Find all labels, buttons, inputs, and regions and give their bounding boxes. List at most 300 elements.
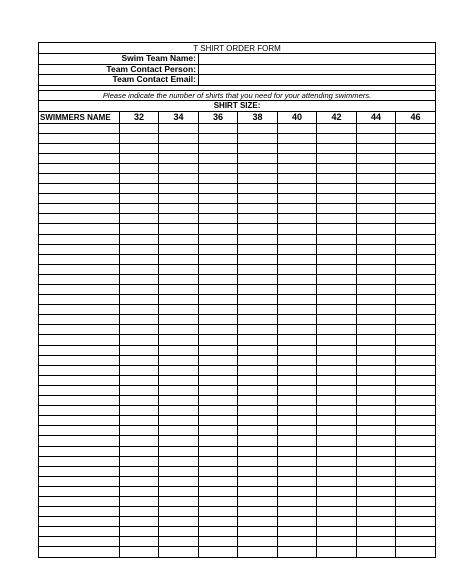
size-quantity-cell[interactable]: [238, 486, 278, 496]
size-quantity-cell[interactable]: [396, 194, 436, 204]
size-quantity-cell[interactable]: [396, 234, 436, 244]
swimmer-name-cell[interactable]: [39, 163, 120, 173]
size-quantity-cell[interactable]: [199, 375, 238, 385]
size-quantity-cell[interactable]: [278, 173, 317, 183]
size-quantity-cell[interactable]: [199, 184, 238, 194]
size-quantity-cell[interactable]: [396, 244, 436, 254]
size-quantity-cell[interactable]: [238, 335, 278, 345]
size-quantity-cell[interactable]: [317, 396, 357, 406]
swimmer-name-cell[interactable]: [39, 496, 120, 506]
size-quantity-cell[interactable]: [396, 416, 436, 426]
team-contact-email-field[interactable]: [199, 75, 436, 86]
size-quantity-cell[interactable]: [199, 466, 238, 476]
size-quantity-cell[interactable]: [357, 315, 396, 325]
size-quantity-cell[interactable]: [396, 496, 436, 506]
size-quantity-cell[interactable]: [317, 547, 357, 557]
size-quantity-cell[interactable]: [278, 436, 317, 446]
size-quantity-cell[interactable]: [396, 396, 436, 406]
size-quantity-cell[interactable]: [278, 416, 317, 426]
size-quantity-cell[interactable]: [317, 436, 357, 446]
swimmer-name-cell[interactable]: [39, 426, 120, 436]
size-quantity-cell[interactable]: [199, 406, 238, 416]
size-quantity-cell[interactable]: [120, 476, 159, 486]
swimmer-name-cell[interactable]: [39, 123, 120, 133]
swimmer-name-cell[interactable]: [39, 204, 120, 214]
size-quantity-cell[interactable]: [159, 517, 199, 527]
size-quantity-cell[interactable]: [357, 295, 396, 305]
size-quantity-cell[interactable]: [396, 375, 436, 385]
size-quantity-cell[interactable]: [199, 173, 238, 183]
size-quantity-cell[interactable]: [159, 406, 199, 416]
size-quantity-cell[interactable]: [396, 173, 436, 183]
swim-team-name-field[interactable]: [199, 54, 436, 65]
size-quantity-cell[interactable]: [199, 295, 238, 305]
size-quantity-cell[interactable]: [159, 527, 199, 537]
size-quantity-cell[interactable]: [159, 143, 199, 153]
size-quantity-cell[interactable]: [317, 527, 357, 537]
size-quantity-cell[interactable]: [278, 537, 317, 547]
size-quantity-cell[interactable]: [278, 517, 317, 527]
size-quantity-cell[interactable]: [278, 466, 317, 476]
size-quantity-cell[interactable]: [120, 285, 159, 295]
swimmer-name-cell[interactable]: [39, 375, 120, 385]
size-quantity-cell[interactable]: [396, 355, 436, 365]
size-quantity-cell[interactable]: [396, 285, 436, 295]
size-quantity-cell[interactable]: [317, 254, 357, 264]
size-quantity-cell[interactable]: [357, 173, 396, 183]
size-quantity-cell[interactable]: [120, 123, 159, 133]
size-quantity-cell[interactable]: [357, 264, 396, 274]
size-quantity-cell[interactable]: [317, 496, 357, 506]
size-quantity-cell[interactable]: [317, 194, 357, 204]
size-quantity-cell[interactable]: [159, 254, 199, 264]
size-quantity-cell[interactable]: [238, 224, 278, 234]
size-quantity-cell[interactable]: [199, 385, 238, 395]
size-quantity-cell[interactable]: [199, 507, 238, 517]
swimmer-name-cell[interactable]: [39, 335, 120, 345]
size-quantity-cell[interactable]: [238, 295, 278, 305]
size-quantity-cell[interactable]: [238, 244, 278, 254]
size-quantity-cell[interactable]: [159, 224, 199, 234]
size-quantity-cell[interactable]: [199, 355, 238, 365]
size-quantity-cell[interactable]: [199, 214, 238, 224]
size-quantity-cell[interactable]: [317, 305, 357, 315]
size-quantity-cell[interactable]: [199, 345, 238, 355]
size-quantity-cell[interactable]: [120, 496, 159, 506]
swimmer-name-cell[interactable]: [39, 143, 120, 153]
size-quantity-cell[interactable]: [238, 385, 278, 395]
size-quantity-cell[interactable]: [120, 416, 159, 426]
size-quantity-cell[interactable]: [357, 476, 396, 486]
size-quantity-cell[interactable]: [159, 204, 199, 214]
size-quantity-cell[interactable]: [396, 305, 436, 315]
size-quantity-cell[interactable]: [278, 163, 317, 173]
size-quantity-cell[interactable]: [317, 244, 357, 254]
size-quantity-cell[interactable]: [278, 527, 317, 537]
size-quantity-cell[interactable]: [278, 547, 317, 557]
size-quantity-cell[interactable]: [278, 184, 317, 194]
size-quantity-cell[interactable]: [199, 517, 238, 527]
size-quantity-cell[interactable]: [357, 274, 396, 284]
size-quantity-cell[interactable]: [396, 143, 436, 153]
size-quantity-cell[interactable]: [357, 517, 396, 527]
size-quantity-cell[interactable]: [120, 456, 159, 466]
size-quantity-cell[interactable]: [357, 153, 396, 163]
size-quantity-cell[interactable]: [317, 234, 357, 244]
size-quantity-cell[interactable]: [317, 456, 357, 466]
size-quantity-cell[interactable]: [120, 547, 159, 557]
size-quantity-cell[interactable]: [120, 163, 159, 173]
size-quantity-cell[interactable]: [357, 133, 396, 143]
size-quantity-cell[interactable]: [317, 143, 357, 153]
swimmer-name-cell[interactable]: [39, 517, 120, 527]
size-quantity-cell[interactable]: [120, 254, 159, 264]
size-quantity-cell[interactable]: [317, 537, 357, 547]
size-quantity-cell[interactable]: [278, 486, 317, 496]
size-quantity-cell[interactable]: [159, 123, 199, 133]
swimmer-name-cell[interactable]: [39, 507, 120, 517]
size-quantity-cell[interactable]: [278, 315, 317, 325]
size-quantity-cell[interactable]: [396, 406, 436, 416]
size-quantity-cell[interactable]: [120, 264, 159, 274]
size-quantity-cell[interactable]: [396, 426, 436, 436]
size-quantity-cell[interactable]: [278, 355, 317, 365]
size-quantity-cell[interactable]: [120, 527, 159, 537]
size-quantity-cell[interactable]: [317, 507, 357, 517]
size-quantity-cell[interactable]: [159, 456, 199, 466]
size-quantity-cell[interactable]: [317, 315, 357, 325]
size-quantity-cell[interactable]: [396, 486, 436, 496]
size-quantity-cell[interactable]: [199, 476, 238, 486]
size-quantity-cell[interactable]: [120, 325, 159, 335]
size-quantity-cell[interactable]: [120, 426, 159, 436]
size-quantity-cell[interactable]: [396, 123, 436, 133]
size-quantity-cell[interactable]: [278, 396, 317, 406]
size-quantity-cell[interactable]: [159, 496, 199, 506]
size-quantity-cell[interactable]: [238, 305, 278, 315]
size-quantity-cell[interactable]: [238, 507, 278, 517]
size-quantity-cell[interactable]: [159, 315, 199, 325]
size-quantity-cell[interactable]: [317, 375, 357, 385]
size-quantity-cell[interactable]: [238, 476, 278, 486]
size-quantity-cell[interactable]: [357, 214, 396, 224]
swimmer-name-cell[interactable]: [39, 285, 120, 295]
size-quantity-cell[interactable]: [396, 365, 436, 375]
size-quantity-cell[interactable]: [357, 436, 396, 446]
size-quantity-cell[interactable]: [278, 507, 317, 517]
size-quantity-cell[interactable]: [357, 456, 396, 466]
size-quantity-cell[interactable]: [278, 456, 317, 466]
size-quantity-cell[interactable]: [396, 335, 436, 345]
size-quantity-cell[interactable]: [120, 365, 159, 375]
size-quantity-cell[interactable]: [159, 133, 199, 143]
size-quantity-cell[interactable]: [317, 133, 357, 143]
size-quantity-cell[interactable]: [357, 537, 396, 547]
size-quantity-cell[interactable]: [159, 153, 199, 163]
size-quantity-cell[interactable]: [120, 375, 159, 385]
size-quantity-cell[interactable]: [357, 527, 396, 537]
size-quantity-cell[interactable]: [357, 123, 396, 133]
size-quantity-cell[interactable]: [278, 153, 317, 163]
size-quantity-cell[interactable]: [120, 224, 159, 234]
size-quantity-cell[interactable]: [357, 234, 396, 244]
size-quantity-cell[interactable]: [278, 224, 317, 234]
size-quantity-cell[interactable]: [278, 133, 317, 143]
size-quantity-cell[interactable]: [238, 274, 278, 284]
size-quantity-cell[interactable]: [278, 254, 317, 264]
size-quantity-cell[interactable]: [317, 466, 357, 476]
size-quantity-cell[interactable]: [199, 194, 238, 204]
size-quantity-cell[interactable]: [199, 305, 238, 315]
size-quantity-cell[interactable]: [120, 143, 159, 153]
size-quantity-cell[interactable]: [120, 486, 159, 496]
size-quantity-cell[interactable]: [199, 365, 238, 375]
size-quantity-cell[interactable]: [159, 285, 199, 295]
size-quantity-cell[interactable]: [357, 305, 396, 315]
size-quantity-cell[interactable]: [278, 345, 317, 355]
size-quantity-cell[interactable]: [317, 355, 357, 365]
size-quantity-cell[interactable]: [396, 476, 436, 486]
size-quantity-cell[interactable]: [317, 274, 357, 284]
size-quantity-cell[interactable]: [238, 204, 278, 214]
size-quantity-cell[interactable]: [120, 446, 159, 456]
size-quantity-cell[interactable]: [357, 224, 396, 234]
size-quantity-cell[interactable]: [278, 476, 317, 486]
size-quantity-cell[interactable]: [159, 486, 199, 496]
size-quantity-cell[interactable]: [278, 446, 317, 456]
size-quantity-cell[interactable]: [396, 315, 436, 325]
size-quantity-cell[interactable]: [199, 274, 238, 284]
swimmer-name-cell[interactable]: [39, 153, 120, 163]
size-quantity-cell[interactable]: [159, 426, 199, 436]
size-quantity-cell[interactable]: [238, 456, 278, 466]
size-quantity-cell[interactable]: [120, 315, 159, 325]
size-quantity-cell[interactable]: [238, 315, 278, 325]
swimmer-name-cell[interactable]: [39, 133, 120, 143]
swimmer-name-cell[interactable]: [39, 214, 120, 224]
swimmer-name-cell[interactable]: [39, 416, 120, 426]
size-quantity-cell[interactable]: [357, 254, 396, 264]
size-quantity-cell[interactable]: [159, 264, 199, 274]
size-quantity-cell[interactable]: [357, 396, 396, 406]
size-quantity-cell[interactable]: [396, 184, 436, 194]
size-quantity-cell[interactable]: [238, 466, 278, 476]
size-quantity-cell[interactable]: [238, 547, 278, 557]
size-quantity-cell[interactable]: [357, 496, 396, 506]
size-quantity-cell[interactable]: [317, 184, 357, 194]
size-quantity-cell[interactable]: [317, 365, 357, 375]
size-quantity-cell[interactable]: [199, 264, 238, 274]
size-quantity-cell[interactable]: [357, 375, 396, 385]
size-quantity-cell[interactable]: [357, 163, 396, 173]
size-quantity-cell[interactable]: [238, 325, 278, 335]
size-quantity-cell[interactable]: [159, 234, 199, 244]
swimmer-name-cell[interactable]: [39, 476, 120, 486]
size-quantity-cell[interactable]: [317, 264, 357, 274]
swimmer-name-cell[interactable]: [39, 325, 120, 335]
size-quantity-cell[interactable]: [120, 305, 159, 315]
size-quantity-cell[interactable]: [357, 143, 396, 153]
size-quantity-cell[interactable]: [357, 355, 396, 365]
size-quantity-cell[interactable]: [278, 335, 317, 345]
size-quantity-cell[interactable]: [159, 537, 199, 547]
size-quantity-cell[interactable]: [278, 123, 317, 133]
size-quantity-cell[interactable]: [396, 547, 436, 557]
size-quantity-cell[interactable]: [159, 436, 199, 446]
size-quantity-cell[interactable]: [120, 274, 159, 284]
size-quantity-cell[interactable]: [396, 295, 436, 305]
size-quantity-cell[interactable]: [199, 426, 238, 436]
size-quantity-cell[interactable]: [317, 214, 357, 224]
size-quantity-cell[interactable]: [159, 476, 199, 486]
size-quantity-cell[interactable]: [238, 365, 278, 375]
size-quantity-cell[interactable]: [120, 153, 159, 163]
size-quantity-cell[interactable]: [199, 244, 238, 254]
size-quantity-cell[interactable]: [199, 285, 238, 295]
size-quantity-cell[interactable]: [317, 345, 357, 355]
size-quantity-cell[interactable]: [238, 406, 278, 416]
size-quantity-cell[interactable]: [238, 133, 278, 143]
swimmer-name-cell[interactable]: [39, 456, 120, 466]
size-quantity-cell[interactable]: [120, 335, 159, 345]
size-quantity-cell[interactable]: [238, 234, 278, 244]
size-quantity-cell[interactable]: [159, 385, 199, 395]
swimmer-name-cell[interactable]: [39, 274, 120, 284]
swimmer-name-cell[interactable]: [39, 396, 120, 406]
size-quantity-cell[interactable]: [238, 426, 278, 436]
size-quantity-cell[interactable]: [396, 264, 436, 274]
size-quantity-cell[interactable]: [278, 234, 317, 244]
size-quantity-cell[interactable]: [396, 507, 436, 517]
size-quantity-cell[interactable]: [238, 436, 278, 446]
size-quantity-cell[interactable]: [357, 345, 396, 355]
size-quantity-cell[interactable]: [317, 173, 357, 183]
size-quantity-cell[interactable]: [159, 416, 199, 426]
size-quantity-cell[interactable]: [396, 163, 436, 173]
size-quantity-cell[interactable]: [278, 375, 317, 385]
swimmer-name-cell[interactable]: [39, 406, 120, 416]
size-quantity-cell[interactable]: [396, 456, 436, 466]
size-quantity-cell[interactable]: [238, 416, 278, 426]
size-quantity-cell[interactable]: [159, 396, 199, 406]
size-quantity-cell[interactable]: [159, 466, 199, 476]
size-quantity-cell[interactable]: [278, 295, 317, 305]
size-quantity-cell[interactable]: [357, 547, 396, 557]
size-quantity-cell[interactable]: [199, 153, 238, 163]
size-quantity-cell[interactable]: [357, 194, 396, 204]
size-quantity-cell[interactable]: [238, 396, 278, 406]
size-quantity-cell[interactable]: [199, 143, 238, 153]
size-quantity-cell[interactable]: [238, 527, 278, 537]
size-quantity-cell[interactable]: [159, 214, 199, 224]
size-quantity-cell[interactable]: [317, 224, 357, 234]
size-quantity-cell[interactable]: [396, 274, 436, 284]
swimmer-name-cell[interactable]: [39, 315, 120, 325]
size-quantity-cell[interactable]: [278, 214, 317, 224]
size-quantity-cell[interactable]: [396, 204, 436, 214]
size-quantity-cell[interactable]: [278, 365, 317, 375]
size-quantity-cell[interactable]: [120, 214, 159, 224]
size-quantity-cell[interactable]: [238, 355, 278, 365]
size-quantity-cell[interactable]: [357, 285, 396, 295]
swimmer-name-cell[interactable]: [39, 537, 120, 547]
size-quantity-cell[interactable]: [120, 345, 159, 355]
size-quantity-cell[interactable]: [159, 375, 199, 385]
size-quantity-cell[interactable]: [396, 517, 436, 527]
size-quantity-cell[interactable]: [238, 184, 278, 194]
swimmer-name-cell[interactable]: [39, 365, 120, 375]
size-quantity-cell[interactable]: [317, 416, 357, 426]
swimmer-name-cell[interactable]: [39, 466, 120, 476]
size-quantity-cell[interactable]: [159, 194, 199, 204]
size-quantity-cell[interactable]: [159, 365, 199, 375]
size-quantity-cell[interactable]: [238, 214, 278, 224]
size-quantity-cell[interactable]: [238, 264, 278, 274]
size-quantity-cell[interactable]: [199, 204, 238, 214]
swimmer-name-cell[interactable]: [39, 194, 120, 204]
size-quantity-cell[interactable]: [317, 385, 357, 395]
size-quantity-cell[interactable]: [238, 446, 278, 456]
size-quantity-cell[interactable]: [120, 194, 159, 204]
size-quantity-cell[interactable]: [357, 385, 396, 395]
swimmer-name-cell[interactable]: [39, 547, 120, 557]
size-quantity-cell[interactable]: [120, 466, 159, 476]
size-quantity-cell[interactable]: [357, 426, 396, 436]
size-quantity-cell[interactable]: [238, 194, 278, 204]
size-quantity-cell[interactable]: [317, 476, 357, 486]
size-quantity-cell[interactable]: [238, 517, 278, 527]
size-quantity-cell[interactable]: [317, 446, 357, 456]
size-quantity-cell[interactable]: [238, 123, 278, 133]
size-quantity-cell[interactable]: [238, 153, 278, 163]
size-quantity-cell[interactable]: [120, 517, 159, 527]
size-quantity-cell[interactable]: [396, 224, 436, 234]
size-quantity-cell[interactable]: [396, 153, 436, 163]
swimmer-name-cell[interactable]: [39, 355, 120, 365]
swimmer-name-cell[interactable]: [39, 446, 120, 456]
size-quantity-cell[interactable]: [120, 507, 159, 517]
size-quantity-cell[interactable]: [317, 486, 357, 496]
swimmer-name-cell[interactable]: [39, 173, 120, 183]
size-quantity-cell[interactable]: [159, 325, 199, 335]
size-quantity-cell[interactable]: [120, 234, 159, 244]
size-quantity-cell[interactable]: [278, 406, 317, 416]
size-quantity-cell[interactable]: [278, 204, 317, 214]
size-quantity-cell[interactable]: [120, 406, 159, 416]
size-quantity-cell[interactable]: [396, 385, 436, 395]
size-quantity-cell[interactable]: [357, 416, 396, 426]
size-quantity-cell[interactable]: [278, 305, 317, 315]
size-quantity-cell[interactable]: [199, 315, 238, 325]
size-quantity-cell[interactable]: [357, 507, 396, 517]
size-quantity-cell[interactable]: [317, 285, 357, 295]
size-quantity-cell[interactable]: [396, 133, 436, 143]
size-quantity-cell[interactable]: [396, 466, 436, 476]
size-quantity-cell[interactable]: [396, 254, 436, 264]
size-quantity-cell[interactable]: [238, 173, 278, 183]
size-quantity-cell[interactable]: [317, 335, 357, 345]
size-quantity-cell[interactable]: [278, 264, 317, 274]
size-quantity-cell[interactable]: [199, 396, 238, 406]
swimmer-name-cell[interactable]: [39, 527, 120, 537]
size-quantity-cell[interactable]: [159, 345, 199, 355]
size-quantity-cell[interactable]: [199, 486, 238, 496]
size-quantity-cell[interactable]: [238, 496, 278, 506]
size-quantity-cell[interactable]: [120, 295, 159, 305]
size-quantity-cell[interactable]: [357, 325, 396, 335]
size-quantity-cell[interactable]: [278, 426, 317, 436]
size-quantity-cell[interactable]: [238, 537, 278, 547]
